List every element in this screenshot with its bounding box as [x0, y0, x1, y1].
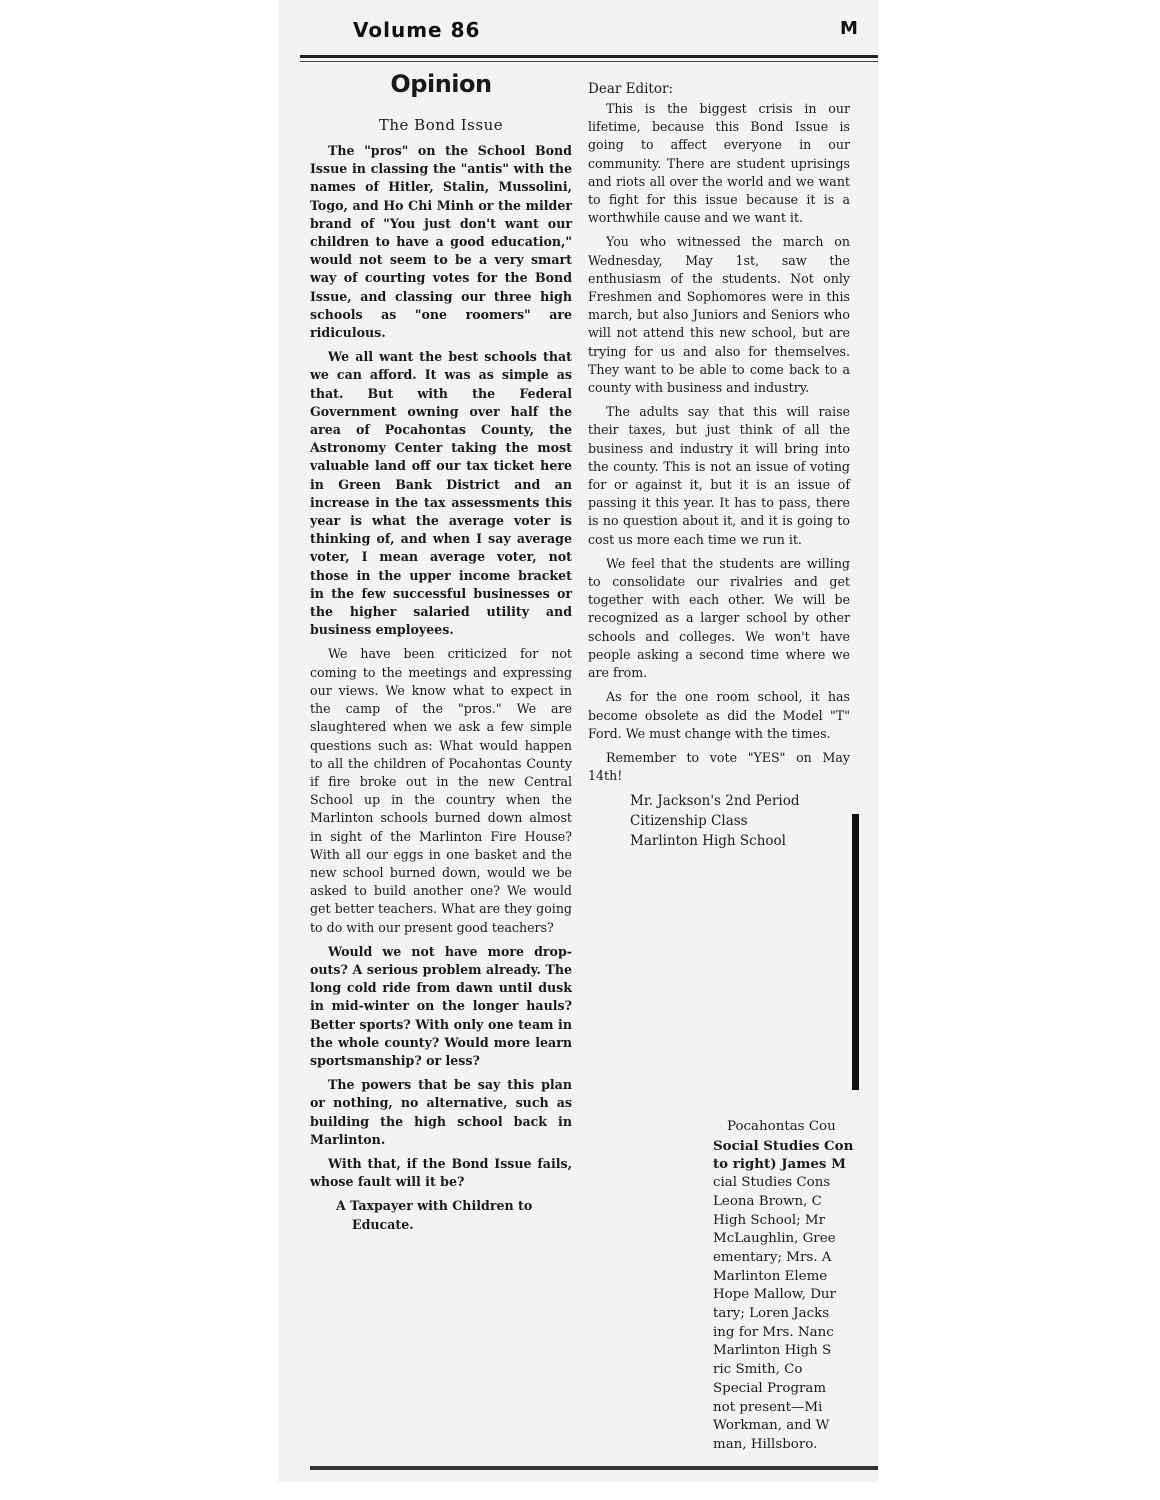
signature-line: A Taxpayer with Children to [336, 1198, 533, 1214]
caption-line: cial Studies Cons [713, 1175, 831, 1191]
caption-line: tary; Loren Jacks [713, 1306, 830, 1322]
caption-line: Hope Mallow, Dur [713, 1287, 836, 1303]
left-column [310, 70, 572, 1234]
masthead-fragment: M [840, 18, 858, 39]
caption-line: Social Studies Con [713, 1137, 854, 1154]
letter-paragraph: Remember to vote "YES" on May 14th! [588, 749, 850, 784]
letter-paragraph: We have been criticized for not coming to the meetings and expressing our views. We know what to expect in the camp of the "pros." We are slaughtered when we ask a few simple questions such as: What would happen to all the children of Pocahontas County if fire broke out in the new Central School up in the country when the Marlinton schools burned down almost in sight of the Marlinton Fire House? With all our eggs in one basket and the new school burned down, would we be asked to build another one? We would get better teachers. What are they going to do with our present good teachers? [310, 646, 572, 935]
photo-edge [852, 814, 859, 1090]
letter-paragraph: The powers that be say this plan or nothing, no alternative, such as building the high school back in Marlinton. [310, 1077, 572, 1147]
right-column [588, 80, 850, 851]
signature-line: Citizenship Class [630, 813, 748, 830]
caption-line: not present—Mi [713, 1399, 823, 1415]
letter-greeting: Dear Editor: [588, 81, 673, 97]
caption-line: High School; Mr [713, 1212, 825, 1228]
caption-line: ing for Mrs. Nanc [713, 1324, 834, 1340]
top-rule-thin [300, 61, 878, 62]
signature-line: Mr. Jackson's 2nd Period [630, 793, 800, 810]
caption-line: ric Smith, Co [713, 1362, 803, 1378]
letter-paragraph: You who witnessed the march on Wednesday, May 1st, saw the enthusiasm of the students. Not only Freshmen and Sophomores were in this march, but also Juniors and Seniors who will not attend this new school, but are trying for us and also for themselves. They want to be able to come back to a county with business and industry. [588, 234, 850, 396]
letter-paragraph: The "pros" on the School Bond Issue in classing the "antis" with the names of Hitler, Stalin, Mussolini, Togo, and Ho Chi Minh or the milder brand of "You just don't want our children to have a good education," would not seem to be a very smart way of courting votes for the Bond Issue, and classing our three high schools as "one roomers" are ridiculous. [310, 143, 572, 341]
masthead-volume: Volume 86 [353, 18, 481, 42]
caption-line: to right) James M [713, 1156, 846, 1173]
photo-caption [713, 1118, 878, 1455]
article-title: The Bond Issue [378, 116, 504, 134]
letter-paragraph: This is the biggest crisis in our lifetime, because this Bond Issue is going to affect everyone in our community. There are student uprisings and riots all over the world and we want to fight for this issue because it is a worthwhile cause and we want it. [588, 101, 850, 226]
letter-paragraph: The adults say that this will raise their taxes, but just think of all the business and industry it will bring into the county. This is not an issue of voting for or against it, but it is an issue of passing it this year. It has to pass, there is no question about it, and it is going to cost us more each time we run it. [588, 404, 850, 547]
letter-paragraph: Would we not have more drop-outs? A serious problem already. The long cold ride from dawn until dusk in mid-winter on the longer hauls? Better sports? With only one team in the whole county? Would more learn sportsmanship? or less? [310, 943, 572, 1068]
letter-paragraph: As for the one room school, it has become obsolete as did the Model "T" Ford. We must change with the times. [588, 689, 850, 741]
bottom-rule [310, 1466, 878, 1470]
newspaper-clipping [278, 0, 878, 1482]
section-heading: Opinion [390, 70, 492, 98]
caption-line: Marlinton High S [713, 1343, 832, 1359]
caption-line: McLaughlin, Gree [713, 1231, 836, 1247]
caption-line: Marlinton Eleme [713, 1268, 828, 1284]
letter-paragraph: We feel that the students are willing to consolidate our rivalries and get together with each other. We will be recognized as a larger school by other schools and colleges. We won't have people asking a second time where we are from. [588, 555, 850, 681]
caption-line: Special Program [713, 1380, 827, 1396]
class-signature [588, 791, 850, 851]
caption-line: Leona Brown, C [713, 1193, 822, 1209]
caption-line: Workman, and W [713, 1418, 830, 1434]
signature-line: Marlinton High School [630, 833, 786, 850]
signature-line: Educate. [352, 1216, 414, 1232]
top-rule [300, 55, 878, 58]
letter-paragraph: We all want the best schools that we can afford. It was as simple as that. But with the Federal Government owning over half the area of Pocahontas County, the Astronomy Center taking the most valuable land off our tax ticket here in Green Bank District and an increase in the tax assessments this year is what the average voter is thinking of, and when I say average voter, I mean average voter, not those in the upper income bracket in the few successful businesses or the higher salaried utility and business employees. [310, 349, 572, 638]
caption-line: ementary; Mrs. A [713, 1249, 832, 1265]
caption-line: Pocahontas Cou [727, 1119, 836, 1134]
letter-paragraph: With that, if the Bond Issue fails, whose fault will it be? [310, 1155, 572, 1190]
caption-line: man, Hillsboro. [713, 1436, 818, 1452]
